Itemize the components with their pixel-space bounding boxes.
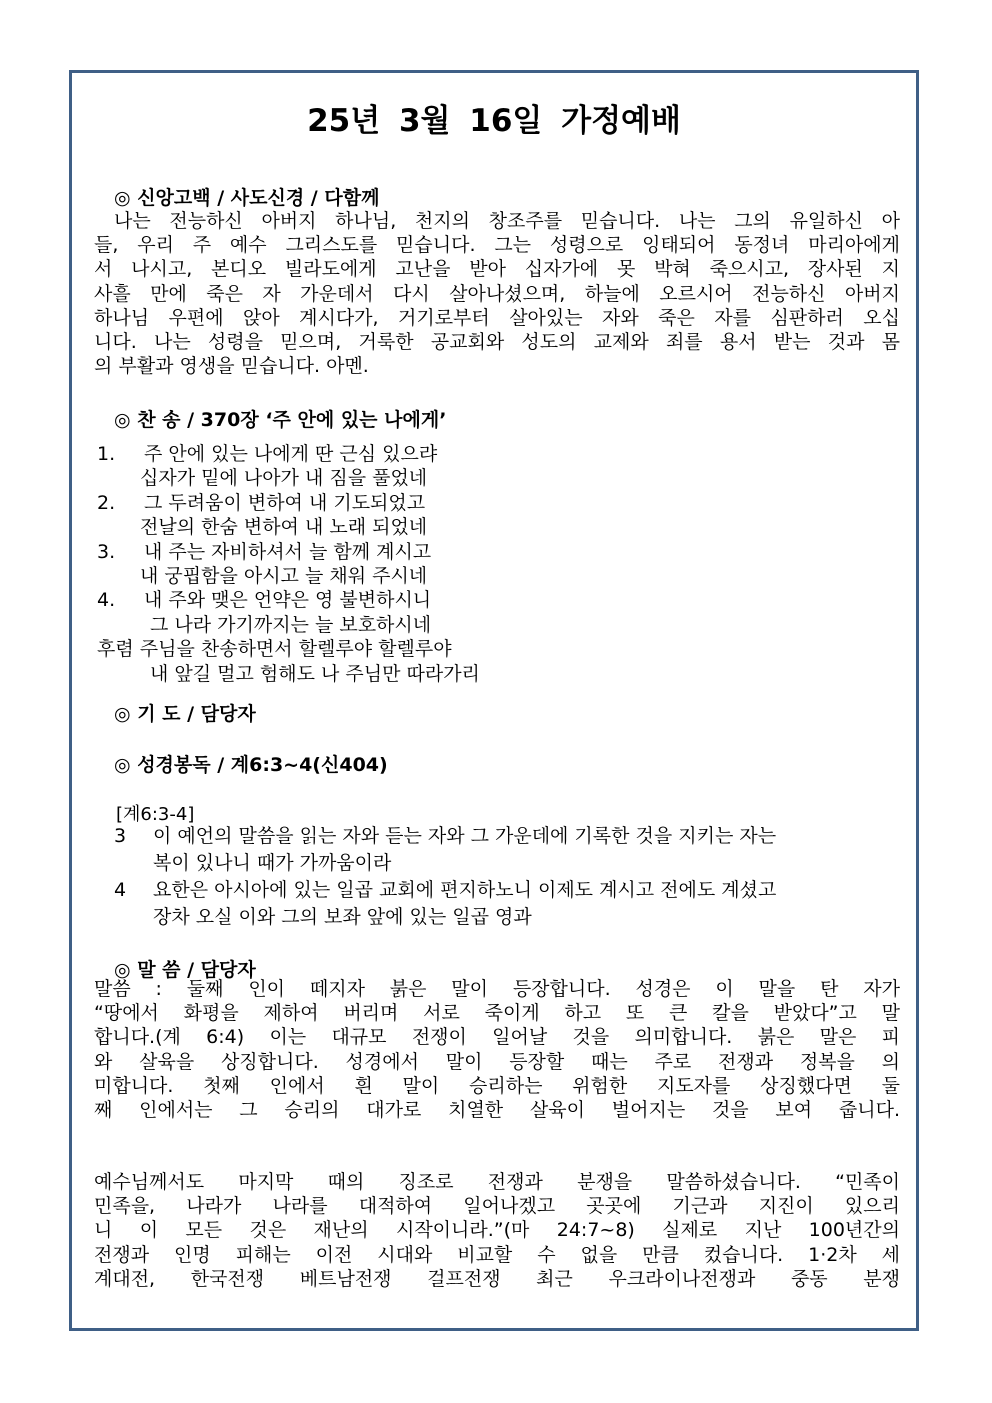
hymn-lyrics [97, 442, 480, 686]
sermon-line: 전쟁과 인명 피해는 이전 시대와 비교할 수 없을 만큼 컸습니다. 1·2차 세 [94, 1243, 900, 1266]
scripture-text [114, 823, 776, 931]
creed-line: 들, 우리 주 예수 그리스도를 믿습니다. 그는 성령으로 잉태되어 동정녀 마리아에게 [94, 234, 900, 257]
sermon-line: 니 이 모든 것은 재난의 시작이니라.”(마 24:7~8) 실제로 지난 100년간의 [94, 1219, 900, 1242]
hymn-line: 내 앞길 멀고 험해도 나 주님만 따라가리 [150, 662, 480, 685]
sermon-line: 합니다.(계 6:4) 이는 대규모 전쟁이 일어날 것을 의미합니다. 붉은 말은 피 [94, 1026, 900, 1049]
sermon-line: 째 인에서는 그 승리의 대가로 치열한 살육이 벌어지는 것을 보여 줍니다. [94, 1098, 900, 1121]
hymn-line: 2. 그 두려움이 변하여 내 기도되었고 [97, 491, 426, 514]
sermon-line: 예수님께서도 마지막 때의 징조로 전쟁과 분쟁을 말씀하셨습니다. “민족이 [94, 1171, 900, 1193]
hymn-verse-number: 4. [97, 589, 116, 612]
hymn-line: 전날의 한숨 변하여 내 노래 되었네 [140, 516, 428, 539]
reading-heading: ◎ 성경봉독 / 계6:3~4(신404) [114, 754, 388, 776]
hymn-line: 십자가 밑에 나아가 내 짐을 풀었네 [140, 467, 428, 490]
hymn-line: 4. 내 주와 맺은 언약은 영 불변하시니 [97, 589, 432, 612]
hymn-heading: ◎ 찬 송 / 370장 ‘주 안에 있는 나에게’ [114, 409, 447, 431]
hymn-refrain-label: 후렴 [97, 638, 134, 661]
verse-line: 4 요한은 아시아에 있는 일곱 교회에 편지하노니 이제도 계시고 전에도 계셨고 [114, 877, 776, 904]
sermon-line: 민족을, 나라가 나라를 대적하여 일어나겠고 곳곳에 기근과 지진이 있으리 [94, 1195, 900, 1218]
hymn-line: 내 궁핍함을 아시고 늘 채워 주시네 [140, 564, 428, 587]
sermon-line: 계대전, 한국전쟁 베트남전쟁 걸프전쟁 최근 우크라이나전쟁과 중동 분쟁 [94, 1267, 900, 1290]
sermon-paragraph-2 [94, 1170, 900, 1291]
creed-text [94, 209, 900, 378]
prayer-heading: ◎ 기 도 / 담당자 [114, 703, 256, 725]
creed-line: 하나님 우편에 앉아 계시다가, 거기로부터 살아있는 자와 죽은 자를 심판하러 오십 [94, 306, 900, 329]
scripture-reference: [계6:3-4] [116, 804, 195, 825]
verse-line: 복이 있나니 때가 가까움이라 [153, 852, 392, 874]
verse-number: 4 [114, 879, 127, 901]
creed-line: 서 나시고, 본디오 빌라도에게 고난을 받아 십자가에 못 박혀 죽으시고, 장사된 지 [94, 258, 900, 281]
verse-number: 3 [114, 825, 127, 847]
sermon-line: 미합니다. 첫째 인에서 흰 말이 승리하는 위험한 지도자를 상징했다면 둘 [94, 1074, 900, 1097]
sermon-paragraph-1 [94, 977, 900, 1122]
page-title: 25년 3월 16일 가정예배 [307, 103, 681, 139]
hymn-verse-number: 3. [97, 540, 116, 563]
verse-line: 3 이 예언의 말씀을 읽는 자와 듣는 자와 그 가운데에 기록한 것을 지키는 자는 [114, 823, 776, 850]
sermon-line: 말씀 : 둘째 인이 떼지자 붉은 말이 등장합니다. 성경은 이 말을 탄 자가 [94, 978, 900, 1000]
sermon-line: 와 살육을 상징합니다. 성경에서 말이 등장할 때는 주로 전쟁과 정복을 의 [94, 1050, 900, 1073]
hymn-line: 1. 주 안에 있는 나에게 딴 근심 있으랴 [97, 443, 438, 465]
page-frame [69, 70, 919, 1331]
hymn-line: 후렴 주님을 찬송하면서 할렐루야 할렐루야 [97, 638, 452, 661]
sermon-heading: ◎ 말 씀 / 담당자 [114, 959, 256, 981]
hymn-line: 3. 내 주는 자비하셔서 늘 함께 계시고 [97, 540, 432, 563]
creed-line: 나는 전능하신 아버지 하나님, 천지의 창조주를 믿습니다. 나는 그의 유일하신 아 [114, 210, 900, 232]
hymn-line: 그 나라 가기까지는 늘 보호하시네 [150, 613, 432, 636]
verse-line: 장차 오실 이와 그의 보좌 앞에 있는 일곱 영과 [153, 906, 532, 928]
creed-line: 의 부활과 영생을 믿습니다. 아멘. [94, 355, 369, 378]
hymn-verse-number: 2. [97, 491, 116, 514]
creed-line: 사흘 만에 죽은 자 가운데서 다시 살아나셨으며, 하늘에 오르시어 전능하신 아버지 [94, 282, 900, 305]
hymn-verse-number: 1. [97, 443, 116, 465]
creed-heading: ◎ 신앙고백 / 사도신경 / 다함께 [114, 187, 380, 209]
sermon-line: “땅에서 화평을 제하여 버리며 서로 죽이게 하고 또 큰 칼을 받았다”고 말 [94, 1002, 900, 1025]
creed-line: 니다. 나는 성령을 믿으며, 거룩한 공교회와 성도의 교제와 죄를 용서 받는 것과 몸 [94, 330, 900, 353]
